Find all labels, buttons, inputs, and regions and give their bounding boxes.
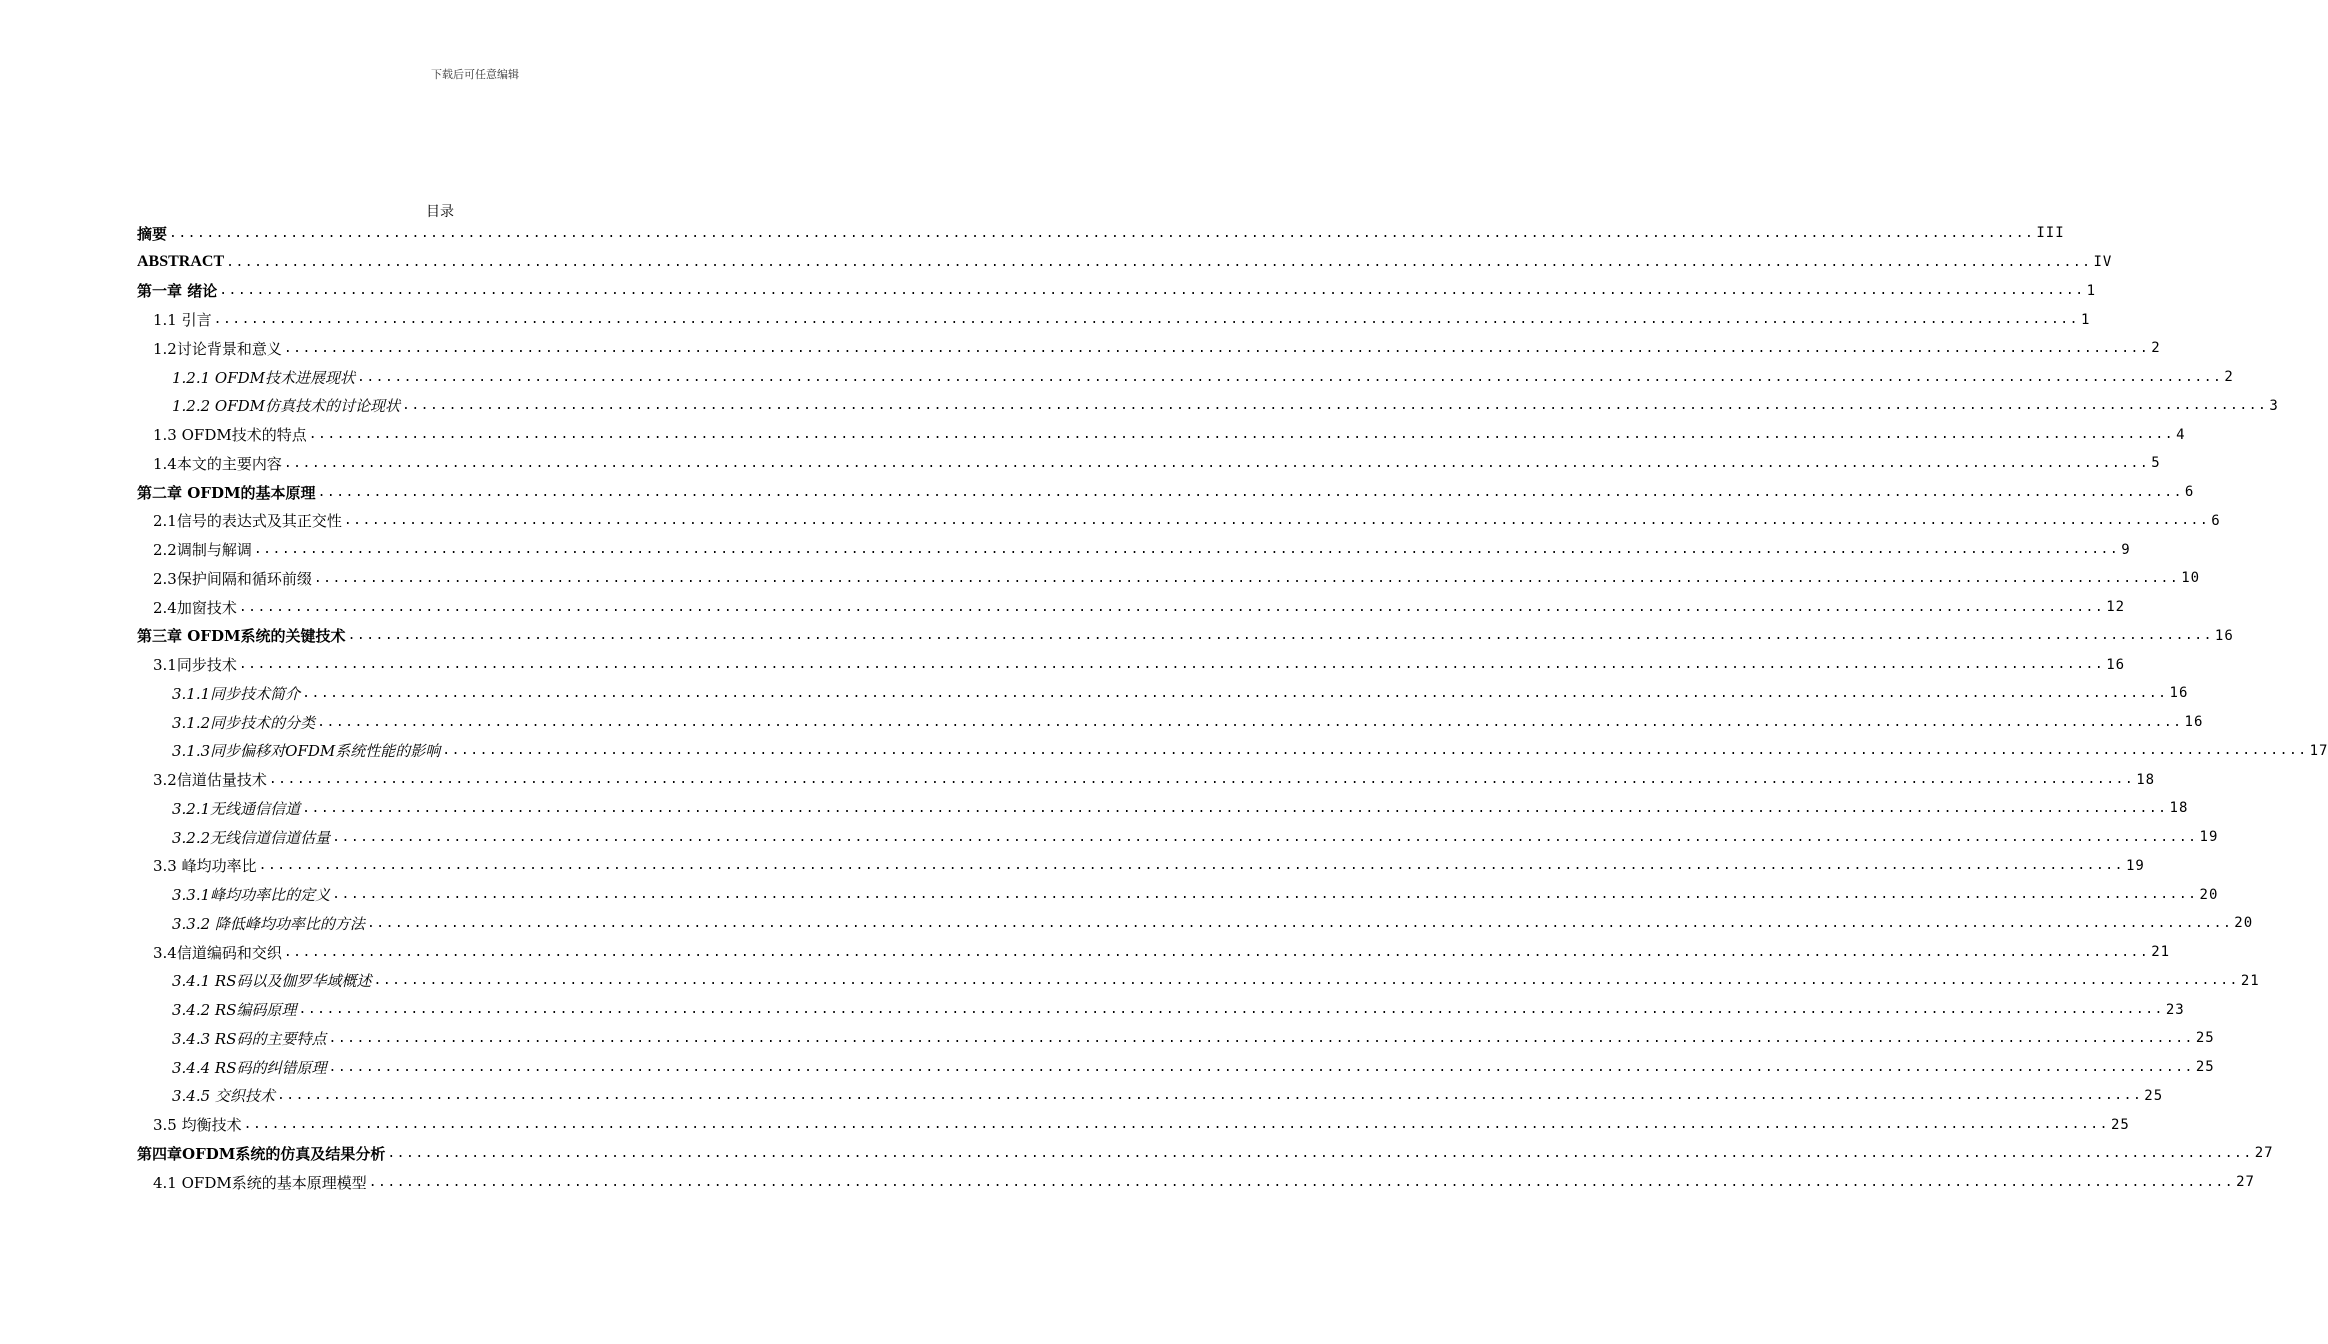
toc-leader-dots: ........................................................................................................................................................................................................ [283,455,2150,471]
toc-entry-label: 3.4信道编码和交织 [153,943,282,962]
toc-leader-dots: ........................................................................................................................................................................................................ [213,312,2079,328]
toc-leader-dots: ........................................................................................................................................................................................................ [253,542,2120,558]
toc-entry-page: 2 [2151,340,2161,357]
toc-entry-label: 3.3.2 降低峰均功率比的方法 [172,914,365,933]
toc-entry[interactable] [137,593,2126,622]
toc-entry-label: 第三章 OFDM系统的关键技术 [137,627,346,646]
toc-entry-page: 6 [2184,484,2195,501]
toc-entry-page: 18 [2136,771,2156,788]
toc-entry-page: 21 [2240,972,2260,989]
toc-entry-page: 16 [2106,656,2126,673]
table-of-contents [137,219,2328,1197]
toc-leader-dots: ........................................................................................................................................................................................................ [268,772,2135,788]
toc-leader-dots: ........................................................................................................................................................................................................ [238,599,2105,615]
toc-leader-dots: ........................................................................................................................................................................................................ [368,1174,2235,1190]
toc-leader-dots: ........................................................................................................................................................................................................ [258,858,2124,874]
toc-entry-page: 10 [2181,570,2201,587]
toc-entry-label: 3.2.2无线信道信道估量 [172,828,331,847]
toc-leader-dots: ........................................................................................................................................................................................................ [332,887,2198,903]
toc-leader-dots: ........................................................................................................................................................................................................ [308,427,2175,443]
toc-entry-label: 1.1 引言 [153,311,212,330]
toc-leader-dots: ........................................................................................................................................................................................................ [347,628,2213,644]
toc-entry-page: 9 [2121,541,2131,558]
toc-entry[interactable] [137,737,2328,766]
toc-leader-dots: ........................................................................................................................................................................................................ [298,1002,2164,1018]
toc-entry[interactable] [137,794,2189,823]
toc-entry[interactable] [137,823,2219,852]
toc-leader-dots: ........................................................................................................................................................................................................ [317,484,2183,500]
toc-leader-dots: ........................................................................................................................................................................................................ [219,283,2085,299]
toc-entry[interactable] [137,852,2145,881]
toc-entry[interactable] [137,305,2091,334]
toc-entry[interactable] [137,967,2260,996]
toc-entry[interactable] [137,507,2221,536]
page-header: 下载后可任意编辑 [431,68,519,81]
toc-entry-label: ABSTRACT [137,253,225,271]
toc-leader-dots: ........................................................................................................................................................................................................ [226,254,2092,270]
toc-entry-page: 21 [2151,944,2171,961]
toc-entry-page: 3 [2269,397,2279,414]
toc-leader-dots: ........................................................................................................................................................................................................ [283,944,2150,960]
toc-entry-page: 25 [2195,1059,2215,1076]
toc-leader-dots: ........................................................................................................................................................................................................ [283,340,2150,356]
toc-entry-label: 1.4本文的主要内容 [153,454,282,473]
toc-entry-page: 25 [2144,1087,2164,1104]
toc-entry-label: 第四章OFDM系统的仿真及结果分析 [137,1144,386,1163]
toc-entry-label: 1.2.1 OFDM技术进展现状 [172,368,356,387]
toc-entry[interactable] [137,1024,2215,1053]
toc-entry[interactable] [137,650,2126,679]
toc-entry-page: III [2036,225,2065,242]
toc-entry-page: 6 [2211,512,2221,529]
toc-entry[interactable] [137,564,2201,593]
toc-entry-page: 16 [2184,714,2204,731]
toc-entry-label: 3.3 峰均功率比 [153,857,257,876]
toc-entry[interactable] [137,765,2156,794]
toc-entry-label: 3.4.5 交织技术 [172,1087,275,1106]
toc-entry-label: 3.3.1峰均功率比的定义 [172,886,331,905]
toc-entry-page: 20 [2234,915,2254,932]
toc-leader-dots: ........................................................................................................................................................................................................ [343,513,2210,529]
toc-entry[interactable] [137,535,2131,564]
toc-entry[interactable] [137,277,2097,306]
toc-leader-dots: ........................................................................................................................................................................................................ [366,915,2233,931]
toc-entry-label: 第一章 绪论 [137,282,218,301]
toc-entry-page: 20 [2199,886,2219,903]
toc-entry[interactable] [137,708,2204,737]
toc-entry-label: 3.1.2同步技术的分类 [172,713,316,732]
toc-entry-page: 2 [2224,369,2234,386]
toc-entry-label: 3.2.1无线通信信道 [172,799,301,818]
toc-entry-page: 18 [2169,800,2189,817]
toc-entry-page: 27 [2236,1174,2255,1191]
toc-entry-label: 3.4.2 RS编码原理 [172,1001,297,1020]
toc-entry[interactable] [137,363,2234,392]
toc-entry[interactable] [137,449,2161,478]
toc-entry-label: 摘要 [137,224,168,243]
toc-entry-label: 1.2讨论背景和意义 [153,339,282,358]
toc-entry[interactable] [137,909,2254,938]
toc-leader-dots: ........................................................................................................................................................................................................ [238,657,2105,673]
toc-leader-dots: ........................................................................................................................................................................................................ [302,800,2168,816]
toc-entry[interactable] [137,938,2171,967]
toc-entry-page: 19 [2125,857,2145,874]
toc-entry-page: 25 [2195,1030,2215,1047]
toc-entry-page: 27 [2254,1145,2274,1162]
toc-entry-label: 3.2信道估量技术 [153,771,267,790]
toc-entry[interactable] [137,420,2186,449]
toc-leader-dots: ........................................................................................................................................................................................................ [313,570,2180,586]
toc-entry-label: 1.3 OFDM技术的特点 [153,426,307,445]
toc-entry-label: 3.5 均衡技术 [153,1116,242,1135]
toc-leader-dots: ........................................................................................................................................................................................................ [276,1088,2143,1104]
toc-entry-label: 2.4加窗技术 [153,598,237,617]
toc-leader-dots: ........................................................................................................................................................................................................ [328,1030,2194,1046]
toc-entry[interactable] [137,392,2279,421]
toc-entry-page: 5 [2151,455,2161,472]
toc-leader-dots: ........................................................................................................................................................................................................ [357,369,2223,385]
toc-entry-label: 3.1.1同步技术简介 [172,684,301,703]
toc-leader-dots: ........................................................................................................................................................................................................ [169,225,2035,241]
toc-leader-dots: ........................................................................................................................................................................................................ [332,829,2198,845]
toc-leader-dots: ........................................................................................................................................................................................................ [302,685,2168,701]
toc-title: 目录 [426,204,454,220]
toc-entry-page: 12 [2106,599,2126,616]
toc-entry-label: 3.4.3 RS码的主要特点 [172,1029,327,1048]
toc-entry-label: 2.1信号的表达式及其正交性 [153,512,342,531]
toc-entry[interactable] [137,1139,2274,1168]
toc-entry-label: 2.3保护间隔和循环前缀 [153,569,312,588]
toc-leader-dots: ........................................................................................................................................................................................................ [243,1117,2109,1133]
toc-entry[interactable] [137,679,2189,708]
toc-leader-dots: ........................................................................................................................................................................................................ [442,743,2308,759]
toc-entry-label: 3.1.3同步偏移对OFDM系统性能的影响 [172,742,441,761]
toc-entry-page: 25 [2110,1116,2130,1133]
toc-leader-dots: ........................................................................................................................................................................................................ [402,398,2268,414]
toc-entry-label: 2.2调制与解调 [153,541,252,560]
toc-entry[interactable] [137,880,2219,909]
toc-entry-page: 16 [2169,685,2189,702]
toc-entry-label: 3.1同步技术 [153,656,237,675]
toc-entry[interactable] [137,219,2065,248]
toc-entry-label: 3.4.4 RS码的纠错原理 [172,1058,327,1077]
toc-entry-page: 17 [2309,742,2328,759]
toc-entry-page: IV [2093,254,2113,271]
toc-entry-page: 19 [2199,829,2219,846]
toc-entry[interactable] [137,1053,2215,1082]
toc-entry[interactable] [137,1168,2255,1197]
toc-leader-dots: ........................................................................................................................................................................................................ [328,1059,2194,1075]
toc-leader-dots: ........................................................................................................................................................................................................ [317,714,2183,730]
toc-entry[interactable] [137,248,2113,277]
toc-leader-dots: ........................................................................................................................................................................................................ [387,1145,2253,1161]
toc-entry[interactable] [137,1082,2164,1111]
toc-entry[interactable] [137,1110,2130,1139]
toc-entry-label: 4.1 OFDM系统的基本原理模型 [153,1173,367,1192]
toc-leader-dots: ........................................................................................................................................................................................................ [373,973,2239,989]
toc-entry-page: 16 [2214,627,2234,644]
toc-entry[interactable] [137,995,2185,1024]
toc-entry-label: 第二章 OFDM的基本原理 [137,483,316,502]
toc-entry[interactable] [137,622,2234,651]
toc-entry-page: 1 [2080,311,2091,328]
toc-entry-page: 1 [2086,282,2097,299]
toc-entry-page: 23 [2165,1001,2185,1018]
toc-entry[interactable] [137,334,2161,363]
toc-entry[interactable] [137,478,2195,507]
toc-entry-label: 1.2.2 OFDM仿真技术的讨论现状 [172,397,401,416]
toc-entry-label: 3.4.1 RS码以及伽罗华域概述 [172,972,372,991]
toc-entry-page: 4 [2176,426,2186,443]
